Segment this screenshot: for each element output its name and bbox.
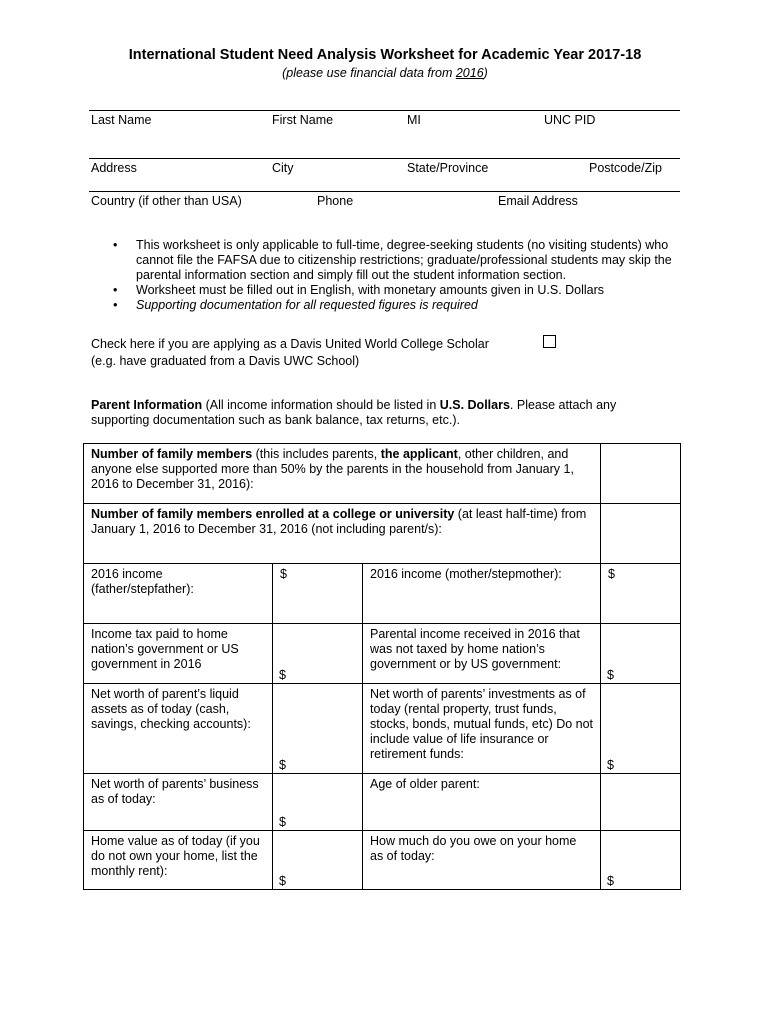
business-worth-label: Net worth of parents’ business as of today: [84, 774, 273, 831]
untaxed-income-label: Parental income received in 2016 that was not taxed by home nation’s government or by US government: [363, 624, 601, 684]
older-parent-age-input[interactable] [601, 774, 681, 831]
uwc-scholar-label: Check here if you are applying as a Davis United World College Scholar (e.g. have graduated from a Davis UWC School) [91, 337, 489, 368]
page-subtitle: (please use financial data from 2016) [282, 66, 488, 80]
list-item: • This worksheet is only applicable to full-time, degree-seeking students (no visiting students) who cannot file the FAFSA due to citizenship restrictions; graduate/professional students may skip the parental information section and simply fill out the student information section. [105, 238, 680, 283]
instructions-list [105, 238, 680, 313]
currency-symbol: $ [607, 758, 614, 772]
postcode-field[interactable]: Postcode/Zip [589, 161, 662, 175]
list-item: • Supporting documentation for all requested figures is required [105, 298, 680, 313]
home-owed-input[interactable] [601, 831, 681, 890]
divider [89, 191, 680, 192]
currency-symbol: $ [279, 758, 286, 772]
family-members-input[interactable] [601, 444, 681, 504]
phone-field[interactable]: Phone [317, 194, 354, 208]
currency-symbol: $ [279, 874, 286, 888]
currency-symbol: $ [607, 668, 614, 682]
first-name-field[interactable]: First Name [272, 113, 334, 127]
home-value-label: Home value as of today (if you do not own your home, list the monthly rent): [84, 831, 273, 890]
parent-info-table [83, 443, 681, 890]
income-tax-label: Income tax paid to home nation’s government or US government in 2016 [84, 624, 273, 684]
income-tax-input[interactable] [273, 624, 363, 684]
currency-symbol: $ [608, 567, 615, 581]
enrolled-members-input[interactable] [601, 504, 681, 564]
page-title: International Student Need Analysis Worksheet for Academic Year 2017-18 [128, 47, 642, 63]
father-income-label: 2016 income (father/stepfather): [84, 564, 273, 624]
divider [89, 110, 680, 111]
father-income-input[interactable] [273, 564, 363, 624]
unc-pid-field[interactable]: UNC PID [544, 113, 596, 127]
state-province-field[interactable]: State/Province [407, 161, 489, 175]
older-parent-age-label: Age of older parent: [363, 774, 601, 831]
city-field[interactable]: City [272, 161, 294, 175]
untaxed-income-input[interactable] [601, 624, 681, 684]
mother-income-label: 2016 income (mother/stepmother): [363, 564, 601, 624]
list-item: • Worksheet must be filled out in English, with monetary amounts given in U.S. Dollars [105, 283, 680, 298]
address-field[interactable]: Address [91, 161, 137, 175]
family-members-label: Number of family members (this includes parents, the applicant, other children, and anyone else supported more than 50% by the parents in the household from January 1, 2016 to December 31, 2016): [84, 444, 601, 504]
investments-label: Net worth of parents’ investments as of today (rental property, trust funds, stocks, bonds, mutual funds, etc) Do not include value of life insurance or retirement funds: [363, 684, 601, 774]
liquid-assets-input[interactable] [273, 684, 363, 774]
currency-symbol: $ [279, 668, 286, 682]
investments-input[interactable] [601, 684, 681, 774]
currency-symbol: $ [280, 567, 287, 581]
home-value-input[interactable] [273, 831, 363, 890]
country-field[interactable]: Country (if other than USA) [91, 194, 242, 208]
home-owed-label: How much do you owe on your home as of today: [363, 831, 601, 890]
divider [89, 158, 680, 159]
liquid-assets-label: Net worth of parent’s liquid assets as of today (cash, savings, checking accounts): [84, 684, 273, 774]
currency-symbol: $ [279, 815, 286, 829]
email-field[interactable]: Email Address [498, 194, 578, 208]
last-name-field[interactable]: Last Name [91, 113, 152, 127]
enrolled-members-label: Number of family members enrolled at a college or university (at least half-time) from January 1, 2016 to December 31, 2016 (not including parent/s): [84, 504, 601, 564]
uwc-scholar-checkbox[interactable] [543, 335, 556, 348]
mi-field[interactable]: MI [407, 113, 421, 127]
currency-symbol: $ [607, 874, 614, 888]
parent-info-heading: Parent Information (All income information should be listed in U.S. Dollars. Please attach any supporting documentation such as bank balance, tax returns, etc.). [91, 398, 617, 427]
mother-income-input[interactable] [601, 564, 681, 624]
business-worth-input[interactable] [273, 774, 363, 831]
